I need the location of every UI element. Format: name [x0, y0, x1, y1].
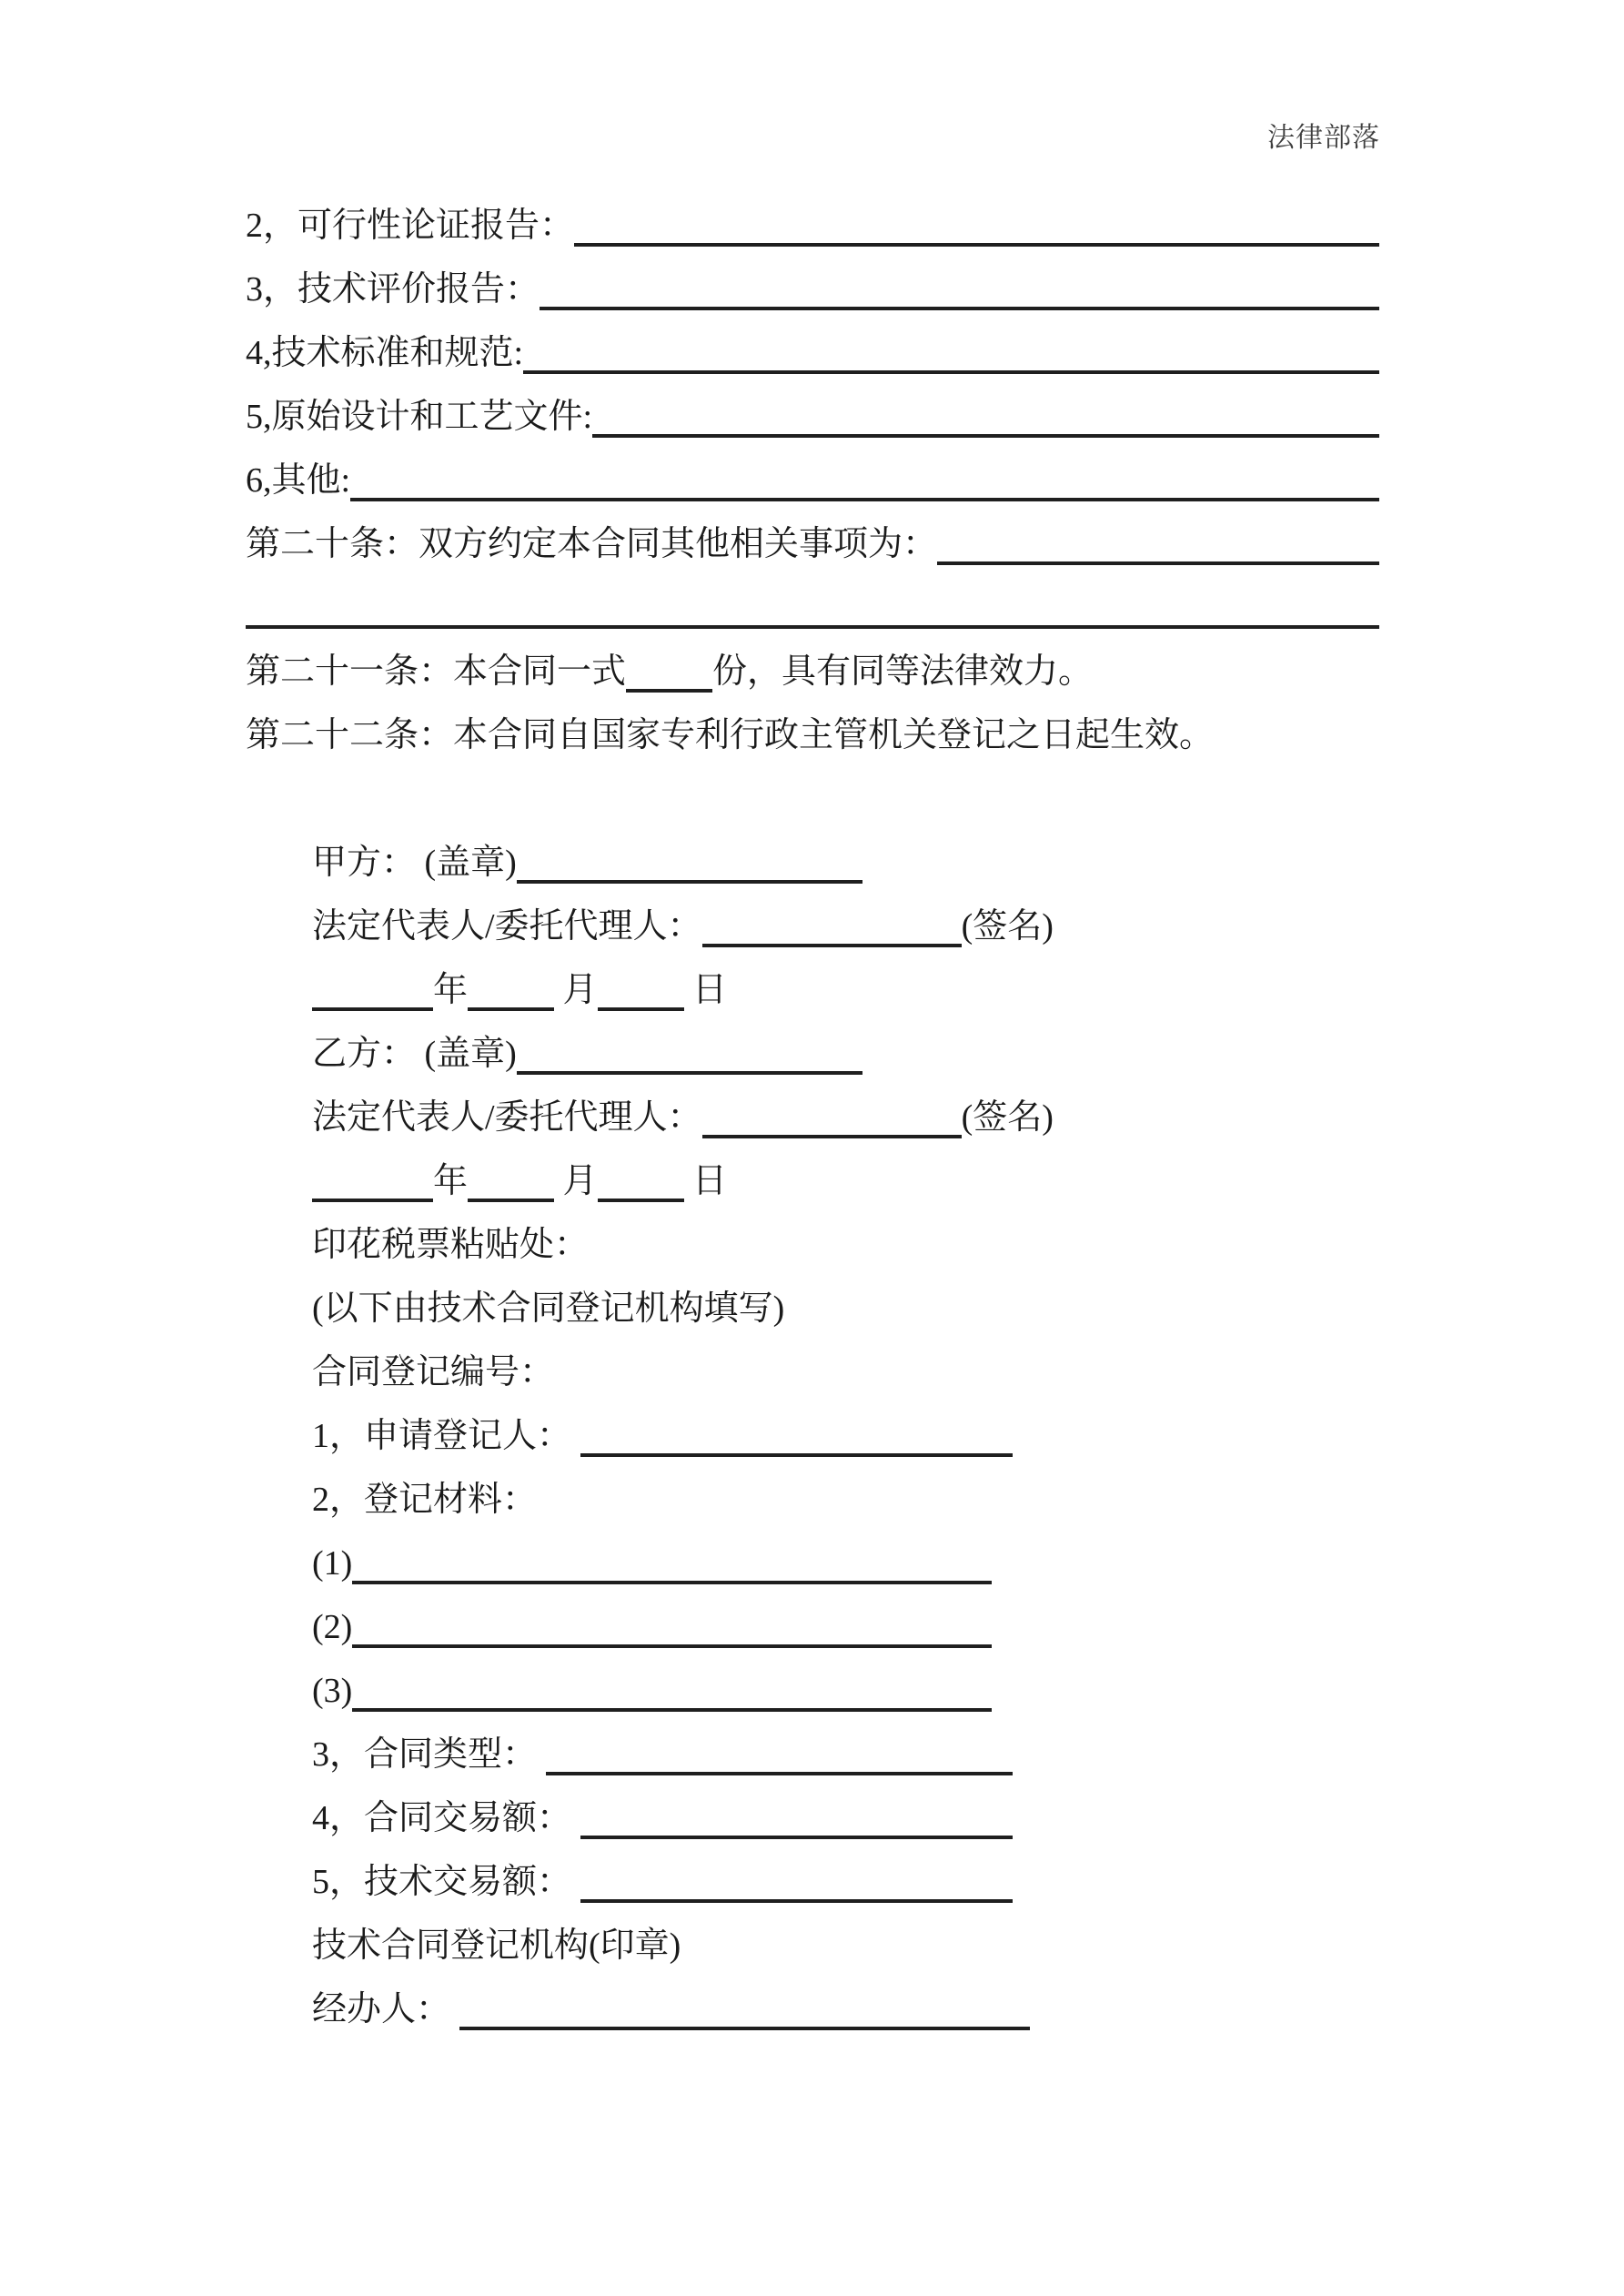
blank-field-fill	[592, 434, 1379, 438]
item-3-tech-evaluation-report	[246, 258, 1379, 321]
blank-field	[352, 1708, 992, 1712]
party-b-representative	[246, 1086, 1379, 1149]
blank-field	[702, 944, 962, 947]
label-text: 经办人：	[312, 1990, 459, 2028]
item-6-other	[246, 449, 1379, 512]
party-b-date	[246, 1149, 1379, 1213]
blank-field	[580, 1453, 1013, 1457]
blank-field	[517, 1071, 862, 1075]
label-text: 5，技术交易额：	[312, 1863, 580, 1901]
label-text: 月	[554, 1162, 598, 1200]
handler	[246, 1977, 1379, 2041]
label-text: (3)	[312, 1672, 353, 1710]
label-text: 日	[683, 1162, 728, 1200]
label-text: 第二十二条：本合同自国家专利行政主管机关登记之日起生效。	[246, 716, 1215, 754]
blank-field-fill	[523, 370, 1379, 374]
party-b-seal	[246, 1022, 1379, 1086]
blank-field	[580, 1836, 1013, 1839]
blank-field	[580, 1899, 1013, 1903]
label-text: 技术合同登记机构(印章)	[312, 1927, 681, 1965]
item-4-tech-standards	[246, 321, 1379, 385]
blank-field	[312, 1007, 433, 1011]
blank-field-fill	[937, 561, 1379, 565]
blank-field	[517, 880, 862, 884]
label-text: (以下由技术合同登记机构填写)	[312, 1290, 785, 1328]
blank-field-fill	[350, 498, 1379, 501]
blank-field	[546, 1772, 1013, 1775]
label-text: 第二十条：双方约定本合同其他相关事项为：	[246, 525, 938, 563]
registration-authority-seal	[246, 1914, 1379, 1977]
article-21-copies	[246, 640, 1379, 703]
label-text: 乙方： (盖章)	[312, 1035, 517, 1073]
item-2-feasibility-report	[246, 194, 1379, 258]
blank-field	[468, 1199, 554, 1202]
label-text: 2，可行性论证报告：	[246, 207, 575, 245]
reg-1-applicant	[246, 1404, 1379, 1468]
label-text: 4，合同交易额：	[312, 1799, 580, 1837]
spacer-before-signatures	[246, 767, 1379, 831]
article-22-effective-date	[246, 703, 1379, 767]
reg-3-contract-type	[246, 1723, 1379, 1786]
label-text: 4,技术标准和规范:	[246, 334, 524, 372]
label-text: 合同登记编号：	[312, 1353, 555, 1391]
label-text: 印花税票粘贴处：	[312, 1226, 590, 1264]
label-text: 3，技术评价报告：	[246, 270, 540, 308]
party-a-date	[246, 958, 1379, 1022]
article-20-other-matters	[246, 512, 1379, 576]
party-a-seal	[246, 831, 1379, 895]
document-body	[246, 194, 1379, 2041]
label-text: 6,其他:	[246, 461, 351, 500]
label-text: 法定代表人/委托代理人：	[312, 907, 702, 946]
registration-note	[246, 1277, 1379, 1340]
blank-field	[468, 1007, 554, 1011]
blank-field	[459, 2027, 1030, 2030]
blank-field	[702, 1135, 962, 1138]
label-text: (签名)	[961, 1098, 1054, 1137]
blank-field-fill	[574, 243, 1379, 247]
reg-material-1	[246, 1532, 1379, 1595]
label-text: (1)	[312, 1544, 353, 1583]
blank-field	[598, 1007, 684, 1011]
label-text: (签名)	[961, 907, 1054, 946]
reg-5-tech-amount	[246, 1850, 1379, 1914]
contract-registration-number	[246, 1340, 1379, 1404]
label-text: 份，具有同等法律效力。	[712, 652, 1094, 691]
label-text: 法定代表人/委托代理人：	[312, 1098, 702, 1137]
blank-field-fill	[540, 307, 1379, 310]
reg-4-contract-amount	[246, 1786, 1379, 1850]
label-text: 第二十一条：本合同一式	[246, 652, 627, 691]
label-text: 月	[554, 971, 598, 1009]
watermark-text: 法律部落	[1267, 123, 1380, 153]
party-a-representative	[246, 895, 1379, 958]
label-text: 5,原始设计和工艺文件:	[246, 398, 593, 436]
item-5-original-design-docs	[246, 385, 1379, 449]
label-text: 甲方： (盖章)	[312, 844, 517, 882]
label-text: 日	[683, 971, 728, 1009]
blank-field-fill	[246, 625, 1379, 629]
reg-2-materials	[246, 1468, 1379, 1532]
label-text: (2)	[312, 1608, 353, 1646]
article-20-continuation-line	[246, 576, 1379, 640]
label-text: 3，合同类型：	[312, 1735, 546, 1774]
blank-field	[598, 1199, 684, 1202]
label-text: 年	[433, 971, 469, 1009]
blank-field	[352, 1581, 992, 1584]
blank-field	[352, 1644, 992, 1648]
reg-material-2	[246, 1595, 1379, 1659]
blank-field	[312, 1199, 433, 1202]
label-text: 年	[433, 1162, 469, 1200]
blank-field	[626, 689, 712, 693]
reg-material-3	[246, 1659, 1379, 1723]
label-text: 1，申请登记人：	[312, 1417, 580, 1455]
stamp-tax-area	[246, 1213, 1379, 1277]
label-text: 2，登记材料：	[312, 1481, 538, 1519]
